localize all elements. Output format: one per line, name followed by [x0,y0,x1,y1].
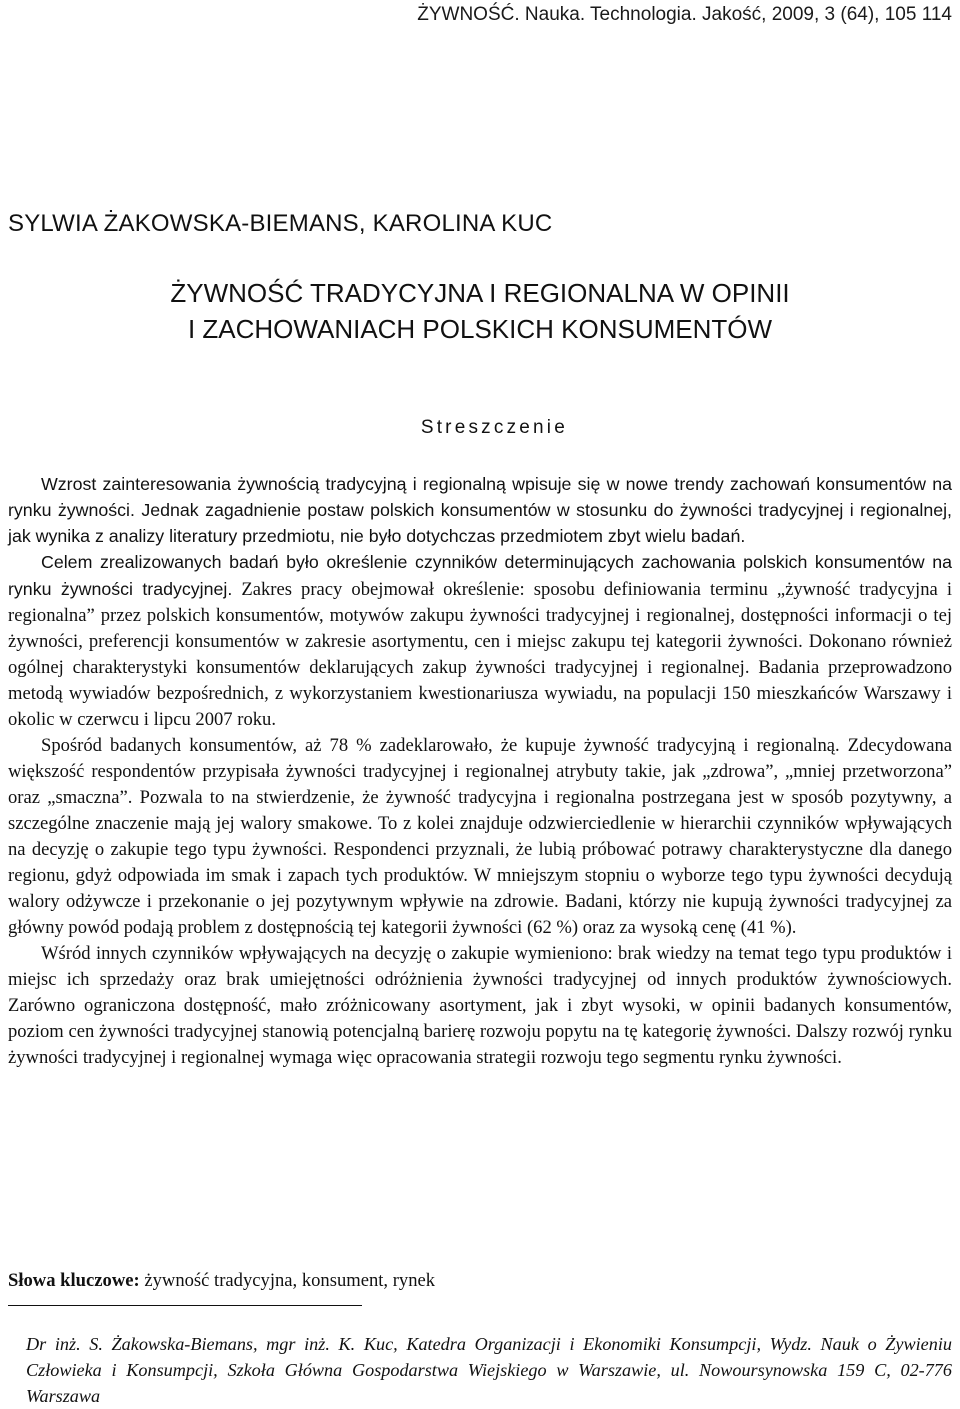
abstract-paragraph-2-scope: Zakres pracy obejmował określenie: sposobu definiowania terminu „żywność tradycyjna i regionalna” przez polskich konsumentów, motywów zakupu żywności tradycyjnej i regionalnej, dostępności informacji o tej żywności, preferencji konsumentów w zakresie asortymentu, cen i miejsc zakupu tej kategorii żywności. Dokonano również ogólnej charakterystyki konsumentów deklarujących zakup żywności tradycyjnej i regionalnej. Badania przeprowadzono metodą wywiadów bezpośrednich, z wykorzystaniem kwestionariusza wywiadu, na populacji 150 mieszkańców Warszawy i okolic w czerwcu i lipcu 2007 roku. [8,579,952,730]
author-affiliation: Dr inż. S. Żakowska-Biemans, mgr inż. K. Kuc, Katedra Organizacji i Ekonomiki Konsumpcji, Wydz. Nauk o Żywieniu Człowieka i Konsumpcji, Szkoła Główna Gospodarstwa Wiejskiego w Warszawie, ul. Nowoursynowska 159 C, 02-776 Warszawa [26,1334,952,1406]
abstract-paragraph-3: Spośród badanych konsumentów, aż 78 % zadeklarowało, że kupuje żywność tradycyjną i regionalną. Zdecydowana większość respondentów przypisała żywności tradycyjnej i regionalnej atrybuty takie, jak „zdrowa”, „mniej przetworzona” oraz „smaczna”. Pozwala to na stwierdzenie, że żywność tradycyjna i regionalna postrzegana jest w sposób pozytywny, a szczególne znaczenie mają jej walory smakowe. To z kolei znajduje odzwierciedlenie w hierarchii czynników wpływających na decyzję o zakupie tego typu żywności. Respondenci przyznali, że lubią próbować potrawy charakterystyczne dla danego regionu, gdyż odpowiada im smak i zapach tych produktów. W mniejszym stopniu o wyborze tego typu żywności decydują walory odżywcze i przekonanie o jej pozytywnym wpływie na zdrowie. Badani, którzy nie kupują żywności tradycyjnej za główny powód podają problem z dostępnością tej kategorii żywności (62 %) oraz za wysoką cenę (41 %). [8,735,952,938]
keywords-text: żywność tradycyjna, konsument, rynek [139,1270,436,1291]
abstract-paragraph-4: Wśród innych czynników wpływających na decyzję o zakupie wymieniono: brak wiedzy na temat tego typu produktów i miejsc ich sprzedaży oraz brak umiejętności odróżnienia żywności tradycyjnej od innych produktów żywnościowych. Zarówno ograniczona dostępność, mało zróżnicowany asortyment, jak i zbyt wysoki, w opinii badanych konsumentów, poziom cen żywności tradycyjnej stanowią potencjalną barierę rozwoju popytu na tę kategorię żywności. Dalszy rozwój rynku żywności tradycyjnej i regionalnej wymaga więc opracowania strategii rozwoju tego segmentu rynku żywności. [8,943,952,1068]
footnote-divider [8,1305,362,1306]
title-line-2: I ZACHOWANIACH POLSKICH KONSUMENTÓW [187,314,773,344]
journal-header: ŻYWNOŚĆ. Nauka. Technologia. Jakość, 2009, 3 (64), 105 114 [417,4,952,25]
abstract-body [8,471,952,1071]
abstract-heading: Streszczenie [420,417,568,438]
keywords [8,1270,435,1292]
authors: SYLWIA ŻAKOWSKA-BIEMANS, KAROLINA KUC [8,210,553,237]
paper-title [0,275,960,347]
keywords-label: Słowa kluczowe: [8,1270,140,1291]
abstract-paragraph-2-aim: Celem zrealizowanych badań było określenie czynników determinujących zachowania polskich konsumentów na rynku żywności tradycyjnej. [8,552,952,599]
abstract-paragraph-1: Wzrost zainteresowania żywnością tradycyjną i regionalną wpisuje się w nowe trendy zachowań konsumentów na rynku żywności. Jednak zagadnienie postaw polskich konsumentów w stosunku do żywności tradycyjnej i regionalnej, jak wynika z analizy literatury przedmiotu, nie było dotychczas przedmiotem zbyt wielu badań. [8,474,952,546]
abstract-paragraph-2 [8,549,952,733]
title-line-1: ŻYWNOŚĆ TRADYCYJNA I REGIONALNA W OPINII [170,278,790,308]
